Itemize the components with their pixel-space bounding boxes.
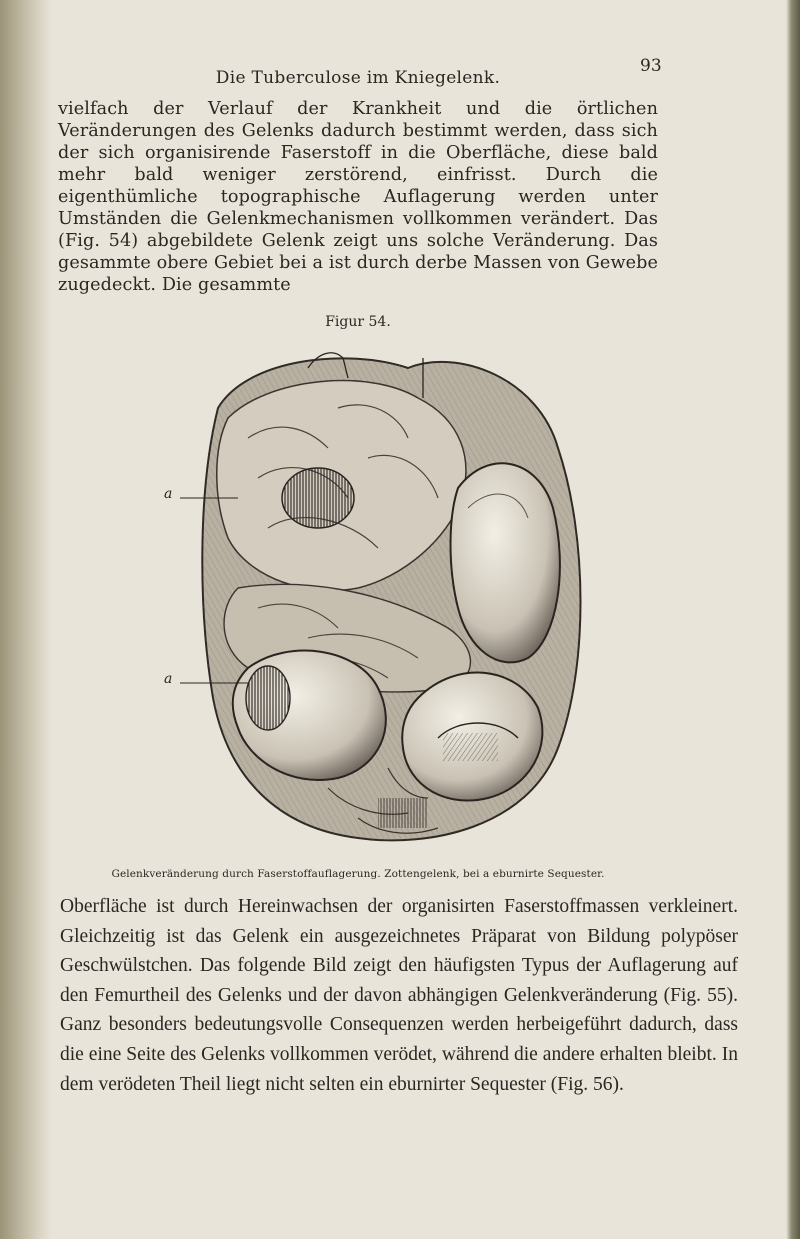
label-a-upper: a (164, 486, 173, 502)
right-condyle (451, 463, 560, 662)
body-paragraph: Oberfläche ist durch Hereinwachsen der organisirten Faserstoffmassen verkleinert. Gleichzeitig ist das Gelenk ein ausgezeichnetes Präparat von Bildung polypöser Geschwülstchen. Das folgende Bild zeigt den häufigsten Typus der Auflagerung auf den Femurtheil des Gelenks und der davon abhängigen Gelenkveränderung (Fig. 55). Ganz besonders bedeutungsvolle Consequenzen werden herbeigeführt dadurch, dass die eine Seite des Gelenks vollkommen verödet, während die andere erhalten bleibt. In dem verödeten Theil liegt nicht selten ein eburnirter Sequester (Fig. 56). (60, 896, 738, 1095)
running-head: Die Tuberculose im Kniegelenk. (215, 68, 501, 88)
top-paragraph-block (58, 98, 658, 296)
upper-sequester (282, 468, 354, 528)
body-paragraph-block (60, 892, 738, 1099)
page-edge-shadow (786, 0, 800, 1239)
figure-title: Figur 54. (325, 314, 391, 330)
knee-joint-engraving (158, 338, 618, 858)
figure-54-illustration (158, 338, 618, 858)
label-a-lower: a (164, 671, 173, 687)
page-number: 93 (640, 56, 662, 76)
book-page (58, 0, 780, 1239)
top-paragraph: vielfach der Verlauf der Krankheit und die örtlichen Veränderungen des Gelenks dadurch bestimmt werden, dass sich der sich organisirende Faserstoff in die Oberfläche, diese bald mehr bald weniger zerstörend, einfrisst. Durch die eigenthümliche topographische Auflagerung werden unter Umständen die Gelenkmechanismen vollkommen verändert. Das (Fig. 54) abgebildete Gelenk zeigt uns solche Veränderung. Das gesammte obere Gebiet bei a ist durch derbe Massen von Gewebe zugedeckt. Die gesammte (58, 99, 658, 295)
lower-sequester (246, 666, 290, 730)
figure-caption: Gelenkveränderung durch Faserstoffauflagerung. Zottengelenk, bei a eburnirte Sequester. (111, 868, 605, 880)
book-binding-shadow (0, 0, 52, 1239)
